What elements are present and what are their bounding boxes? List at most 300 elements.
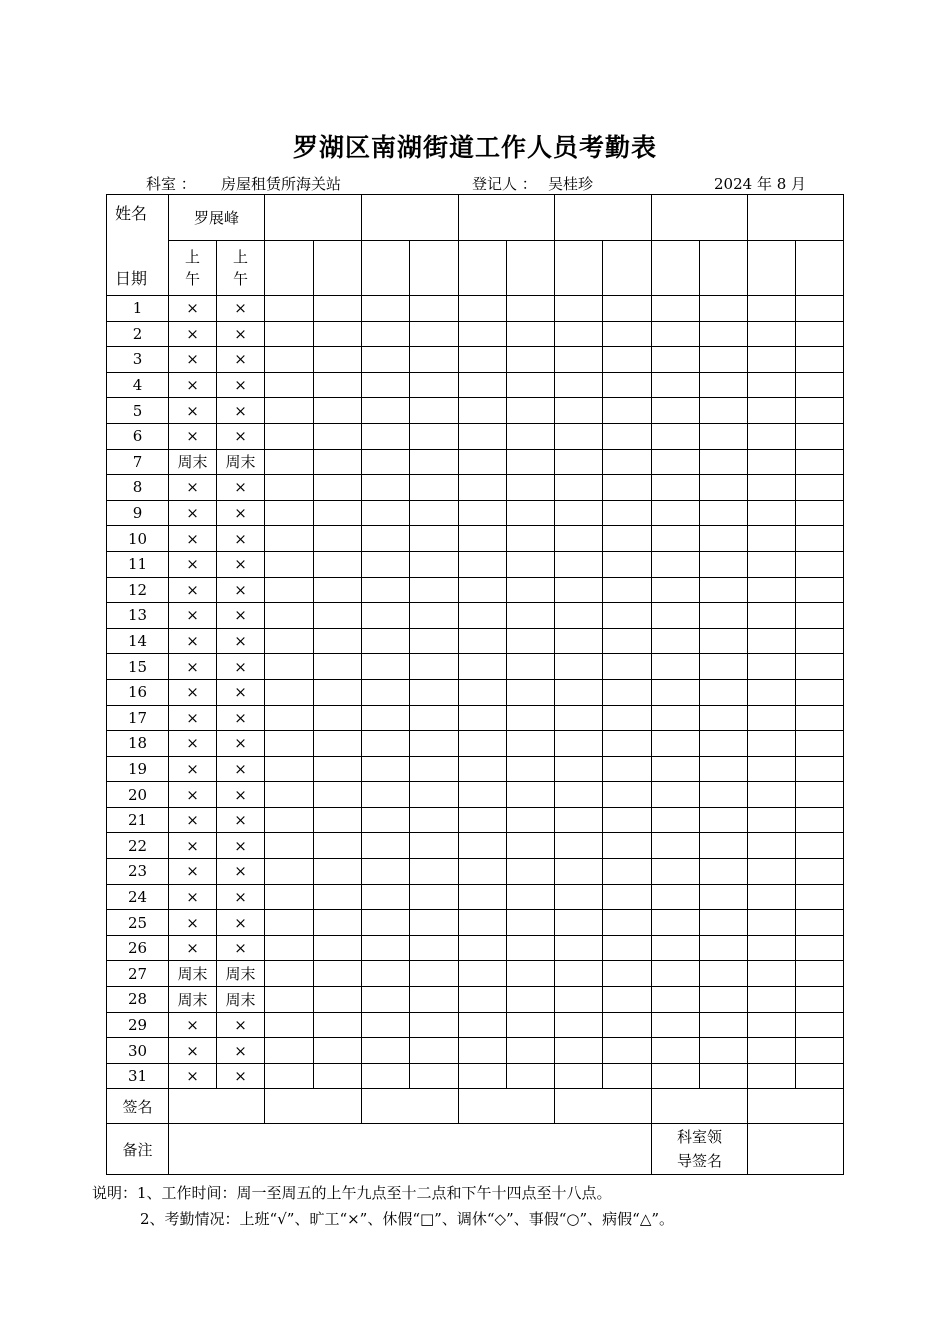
status-cell: [700, 423, 748, 449]
day-cell: 5: [107, 398, 169, 424]
status-cell: [700, 731, 748, 757]
status-cell: [410, 1038, 459, 1064]
status-cell-am: ×: [169, 807, 217, 833]
table-row: [107, 833, 844, 859]
status-cell: [603, 526, 652, 552]
leader-sign-cell: [748, 1124, 844, 1175]
status-cell: [507, 321, 555, 347]
status-cell: [652, 679, 700, 705]
status-cell: [603, 807, 652, 833]
table-row: [107, 551, 844, 577]
status-cell: [507, 551, 555, 577]
status-cell: [796, 705, 844, 731]
status-cell: [507, 347, 555, 373]
status-cell: [410, 603, 459, 629]
status-cell: [410, 935, 459, 961]
status-cell: [796, 1038, 844, 1064]
day-cell: 16: [107, 679, 169, 705]
status-cell: [265, 398, 314, 424]
status-cell-am: ×: [169, 1012, 217, 1038]
person-cell: [748, 195, 844, 241]
status-cell: [459, 782, 507, 808]
status-cell: [459, 1063, 507, 1089]
status-cell-am: ×: [169, 321, 217, 347]
status-cell: [362, 423, 410, 449]
status-cell: [410, 296, 459, 322]
status-cell: [700, 833, 748, 859]
day-cell: 29: [107, 1012, 169, 1038]
status-cell: [748, 372, 796, 398]
status-cell: [362, 679, 410, 705]
status-cell-am: ×: [169, 679, 217, 705]
status-cell: [700, 679, 748, 705]
status-cell: [555, 935, 603, 961]
status-cell: [603, 321, 652, 347]
status-cell: [603, 296, 652, 322]
status-cell: [700, 372, 748, 398]
status-cell: [410, 526, 459, 552]
day-cell: 31: [107, 1063, 169, 1089]
day-cell: 14: [107, 628, 169, 654]
status-cell-am: ×: [169, 756, 217, 782]
status-cell-am: ×: [169, 628, 217, 654]
status-cell: [652, 731, 700, 757]
status-cell: [265, 296, 314, 322]
status-cell: [603, 1012, 652, 1038]
status-cell: [265, 705, 314, 731]
status-cell-pm: ×: [217, 475, 265, 501]
status-cell: [555, 475, 603, 501]
status-cell: [507, 859, 555, 885]
half-day-cell: [700, 241, 748, 296]
status-cell: [265, 782, 314, 808]
status-cell-pm: ×: [217, 603, 265, 629]
half-day-cell: [507, 241, 555, 296]
status-cell: [410, 347, 459, 373]
status-cell: [748, 526, 796, 552]
status-cell-am: 周末: [169, 987, 217, 1013]
status-cell: [362, 935, 410, 961]
status-cell: [748, 782, 796, 808]
status-cell: [410, 833, 459, 859]
status-cell: [362, 449, 410, 475]
status-cell: [507, 577, 555, 603]
status-cell: [555, 705, 603, 731]
person-cell: [362, 195, 459, 241]
table-row: [107, 859, 844, 885]
status-cell: [652, 500, 700, 526]
status-cell: [362, 782, 410, 808]
status-cell: [265, 884, 314, 910]
status-cell: [362, 859, 410, 885]
status-cell: [507, 679, 555, 705]
status-cell: [652, 961, 700, 987]
day-cell: 26: [107, 935, 169, 961]
status-cell: [507, 884, 555, 910]
half-day-label: [217, 241, 265, 296]
status-cell: [362, 961, 410, 987]
status-cell-pm: ×: [217, 628, 265, 654]
status-cell: [265, 423, 314, 449]
status-cell: [603, 423, 652, 449]
status-cell: [459, 526, 507, 552]
header-row-names: [107, 195, 844, 241]
status-cell: [362, 321, 410, 347]
status-cell: [265, 961, 314, 987]
status-cell: [796, 731, 844, 757]
person-cell: [555, 195, 652, 241]
remarks-row: [107, 1124, 844, 1175]
status-cell: [410, 449, 459, 475]
status-cell: [459, 628, 507, 654]
status-cell: [748, 296, 796, 322]
status-cell: [555, 1038, 603, 1064]
period: 2024 年 8 月: [714, 175, 807, 193]
status-cell: [362, 1012, 410, 1038]
status-cell: [314, 577, 362, 603]
status-cell: [265, 654, 314, 680]
status-cell: [459, 423, 507, 449]
status-cell: [555, 628, 603, 654]
half-day-cell: [459, 241, 507, 296]
status-cell: [748, 807, 796, 833]
status-cell: [362, 884, 410, 910]
leader-sign-label: [652, 1124, 748, 1175]
status-cell: [410, 628, 459, 654]
status-cell: [265, 679, 314, 705]
status-cell: [748, 756, 796, 782]
status-cell: [652, 859, 700, 885]
status-cell: [507, 423, 555, 449]
status-cell: [700, 910, 748, 936]
status-cell: [507, 628, 555, 654]
status-cell: [265, 1012, 314, 1038]
status-cell: [265, 1038, 314, 1064]
status-cell: [796, 577, 844, 603]
status-cell: [603, 500, 652, 526]
day-cell: 24: [107, 884, 169, 910]
day-cell: 22: [107, 833, 169, 859]
status-cell: [748, 347, 796, 373]
status-cell: [362, 756, 410, 782]
status-cell-am: ×: [169, 705, 217, 731]
status-cell-am: ×: [169, 296, 217, 322]
status-cell: [265, 987, 314, 1013]
status-cell: [314, 347, 362, 373]
status-cell: [265, 347, 314, 373]
status-cell: [748, 577, 796, 603]
day-cell: 18: [107, 731, 169, 757]
status-cell: [507, 526, 555, 552]
status-cell: [555, 423, 603, 449]
status-cell: [265, 372, 314, 398]
status-cell: [796, 833, 844, 859]
status-cell-am: ×: [169, 731, 217, 757]
status-cell: [748, 654, 796, 680]
status-cell: [265, 475, 314, 501]
status-cell: [362, 347, 410, 373]
status-cell: [796, 859, 844, 885]
status-cell-pm: ×: [217, 577, 265, 603]
status-cell: [265, 551, 314, 577]
status-cell: [555, 731, 603, 757]
status-cell: [796, 551, 844, 577]
status-cell: [314, 449, 362, 475]
table-row: [107, 782, 844, 808]
half-label-am: 上 午: [184, 248, 200, 288]
status-cell: [410, 884, 459, 910]
status-cell: [748, 475, 796, 501]
status-cell: [700, 500, 748, 526]
status-cell: [603, 449, 652, 475]
status-cell: [748, 859, 796, 885]
status-cell: [410, 782, 459, 808]
status-cell: [652, 398, 700, 424]
status-cell-am: ×: [169, 526, 217, 552]
day-cell: 30: [107, 1038, 169, 1064]
status-cell: [459, 500, 507, 526]
day-cell: 28: [107, 987, 169, 1013]
status-cell: [796, 782, 844, 808]
status-cell: [362, 526, 410, 552]
table-row: [107, 577, 844, 603]
status-cell: [314, 833, 362, 859]
status-cell: [652, 654, 700, 680]
status-cell: [459, 859, 507, 885]
status-cell: [362, 577, 410, 603]
status-cell: [796, 910, 844, 936]
status-cell: [796, 347, 844, 373]
status-cell: [603, 884, 652, 910]
attendance-table: [106, 194, 844, 1175]
status-cell: [700, 1038, 748, 1064]
status-cell-pm: ×: [217, 321, 265, 347]
status-cell: [700, 296, 748, 322]
status-cell-am: ×: [169, 551, 217, 577]
status-cell: [265, 756, 314, 782]
status-cell: [314, 935, 362, 961]
status-cell: [314, 756, 362, 782]
person-cell: [652, 195, 748, 241]
status-cell: [796, 756, 844, 782]
status-cell: [652, 628, 700, 654]
status-cell: [652, 347, 700, 373]
status-cell: [603, 1063, 652, 1089]
table-row: [107, 731, 844, 757]
status-cell: [265, 731, 314, 757]
status-cell: [555, 372, 603, 398]
status-cell-pm: ×: [217, 296, 265, 322]
status-cell: [507, 398, 555, 424]
status-cell: [362, 705, 410, 731]
status-cell: [748, 423, 796, 449]
status-cell: [796, 1012, 844, 1038]
person-name: 罗展峰: [169, 195, 265, 241]
status-cell: [555, 807, 603, 833]
status-cell-am: ×: [169, 577, 217, 603]
status-cell: [265, 859, 314, 885]
status-cell: [265, 577, 314, 603]
status-cell: [603, 603, 652, 629]
dept-label: 科室 ：: [146, 175, 196, 193]
status-cell: [603, 782, 652, 808]
leader-sign-text: 科室领 导签名: [676, 1128, 722, 1171]
status-cell: [459, 884, 507, 910]
status-cell: [507, 372, 555, 398]
status-cell: [603, 756, 652, 782]
status-cell: [555, 1012, 603, 1038]
status-cell-pm: ×: [217, 782, 265, 808]
status-cell: [314, 961, 362, 987]
status-cell: [652, 1063, 700, 1089]
status-cell: [459, 449, 507, 475]
status-cell: [748, 1063, 796, 1089]
status-cell: [265, 321, 314, 347]
sign-cell: [555, 1089, 652, 1124]
status-cell: [362, 910, 410, 936]
table-row: [107, 884, 844, 910]
status-cell: [507, 833, 555, 859]
table-row: [107, 910, 844, 936]
status-cell: [507, 910, 555, 936]
status-cell: [555, 987, 603, 1013]
status-cell-am: ×: [169, 782, 217, 808]
status-cell: [265, 628, 314, 654]
status-cell: [603, 475, 652, 501]
sign-row: [107, 1089, 844, 1124]
status-cell: [314, 679, 362, 705]
half-day-cell: [652, 241, 700, 296]
status-cell: [748, 1012, 796, 1038]
day-cell: 15: [107, 654, 169, 680]
status-cell: [314, 398, 362, 424]
status-cell: [410, 705, 459, 731]
status-cell: [362, 731, 410, 757]
status-cell: [652, 603, 700, 629]
day-cell: 13: [107, 603, 169, 629]
status-cell: [603, 577, 652, 603]
status-cell: [410, 398, 459, 424]
status-cell: [459, 731, 507, 757]
status-cell: [796, 1063, 844, 1089]
status-cell: [652, 833, 700, 859]
status-cell-pm: 周末: [217, 449, 265, 475]
status-cell: [410, 423, 459, 449]
status-cell: [748, 833, 796, 859]
status-cell: [603, 654, 652, 680]
half-day-cell: [555, 241, 603, 296]
status-cell: [410, 731, 459, 757]
status-cell: [362, 833, 410, 859]
table-row: [107, 961, 844, 987]
status-cell: [652, 296, 700, 322]
status-cell: [410, 910, 459, 936]
header-corner-cell: [107, 195, 169, 296]
status-cell: [748, 500, 796, 526]
status-cell: [314, 603, 362, 629]
dept-value: 房屋租赁所海关站: [221, 175, 342, 193]
status-cell: [265, 449, 314, 475]
status-cell: [796, 654, 844, 680]
status-cell: [700, 603, 748, 629]
status-cell: [314, 987, 362, 1013]
status-cell: [652, 1012, 700, 1038]
status-cell: [796, 884, 844, 910]
status-cell-am: ×: [169, 654, 217, 680]
sign-label: 签名: [107, 1089, 169, 1124]
status-cell: [603, 628, 652, 654]
day-cell: 11: [107, 551, 169, 577]
status-cell: [314, 500, 362, 526]
status-cell: [459, 935, 507, 961]
status-cell: [459, 987, 507, 1013]
status-cell: [410, 756, 459, 782]
half-day-cell: [265, 241, 314, 296]
status-cell-am: ×: [169, 347, 217, 373]
status-cell: [362, 551, 410, 577]
status-cell: [410, 551, 459, 577]
table-row: [107, 1063, 844, 1089]
status-cell: [314, 1038, 362, 1064]
status-cell-pm: ×: [217, 347, 265, 373]
status-cell: [459, 321, 507, 347]
table-row: [107, 475, 844, 501]
status-cell: [700, 526, 748, 552]
status-cell: [796, 679, 844, 705]
status-cell: [700, 961, 748, 987]
day-cell: 3: [107, 347, 169, 373]
status-cell: [748, 705, 796, 731]
status-cell: [410, 961, 459, 987]
status-cell: [700, 884, 748, 910]
status-cell: [459, 807, 507, 833]
status-cell: [748, 910, 796, 936]
status-cell-am: ×: [169, 910, 217, 936]
status-cell: [314, 654, 362, 680]
status-cell: [700, 398, 748, 424]
day-cell: 12: [107, 577, 169, 603]
person-cell: [265, 195, 362, 241]
status-cell: [652, 782, 700, 808]
remarks-cell: [169, 1124, 652, 1175]
status-cell: [507, 654, 555, 680]
status-cell: [796, 449, 844, 475]
status-cell: [603, 705, 652, 731]
status-cell: [748, 603, 796, 629]
status-cell: [362, 987, 410, 1013]
status-cell-am: ×: [169, 859, 217, 885]
status-cell: [748, 884, 796, 910]
status-cell: [555, 603, 603, 629]
status-cell: [700, 987, 748, 1013]
status-cell: [700, 654, 748, 680]
status-cell: [265, 935, 314, 961]
status-cell: [652, 807, 700, 833]
status-cell: [652, 475, 700, 501]
status-cell: [555, 347, 603, 373]
day-cell: 1: [107, 296, 169, 322]
status-cell: [603, 398, 652, 424]
table-row: [107, 296, 844, 322]
status-cell: [796, 807, 844, 833]
status-cell: [555, 910, 603, 936]
status-cell: [362, 475, 410, 501]
status-cell: [410, 987, 459, 1013]
status-cell: [314, 705, 362, 731]
status-cell: [362, 603, 410, 629]
status-cell: [507, 935, 555, 961]
status-cell: [603, 551, 652, 577]
